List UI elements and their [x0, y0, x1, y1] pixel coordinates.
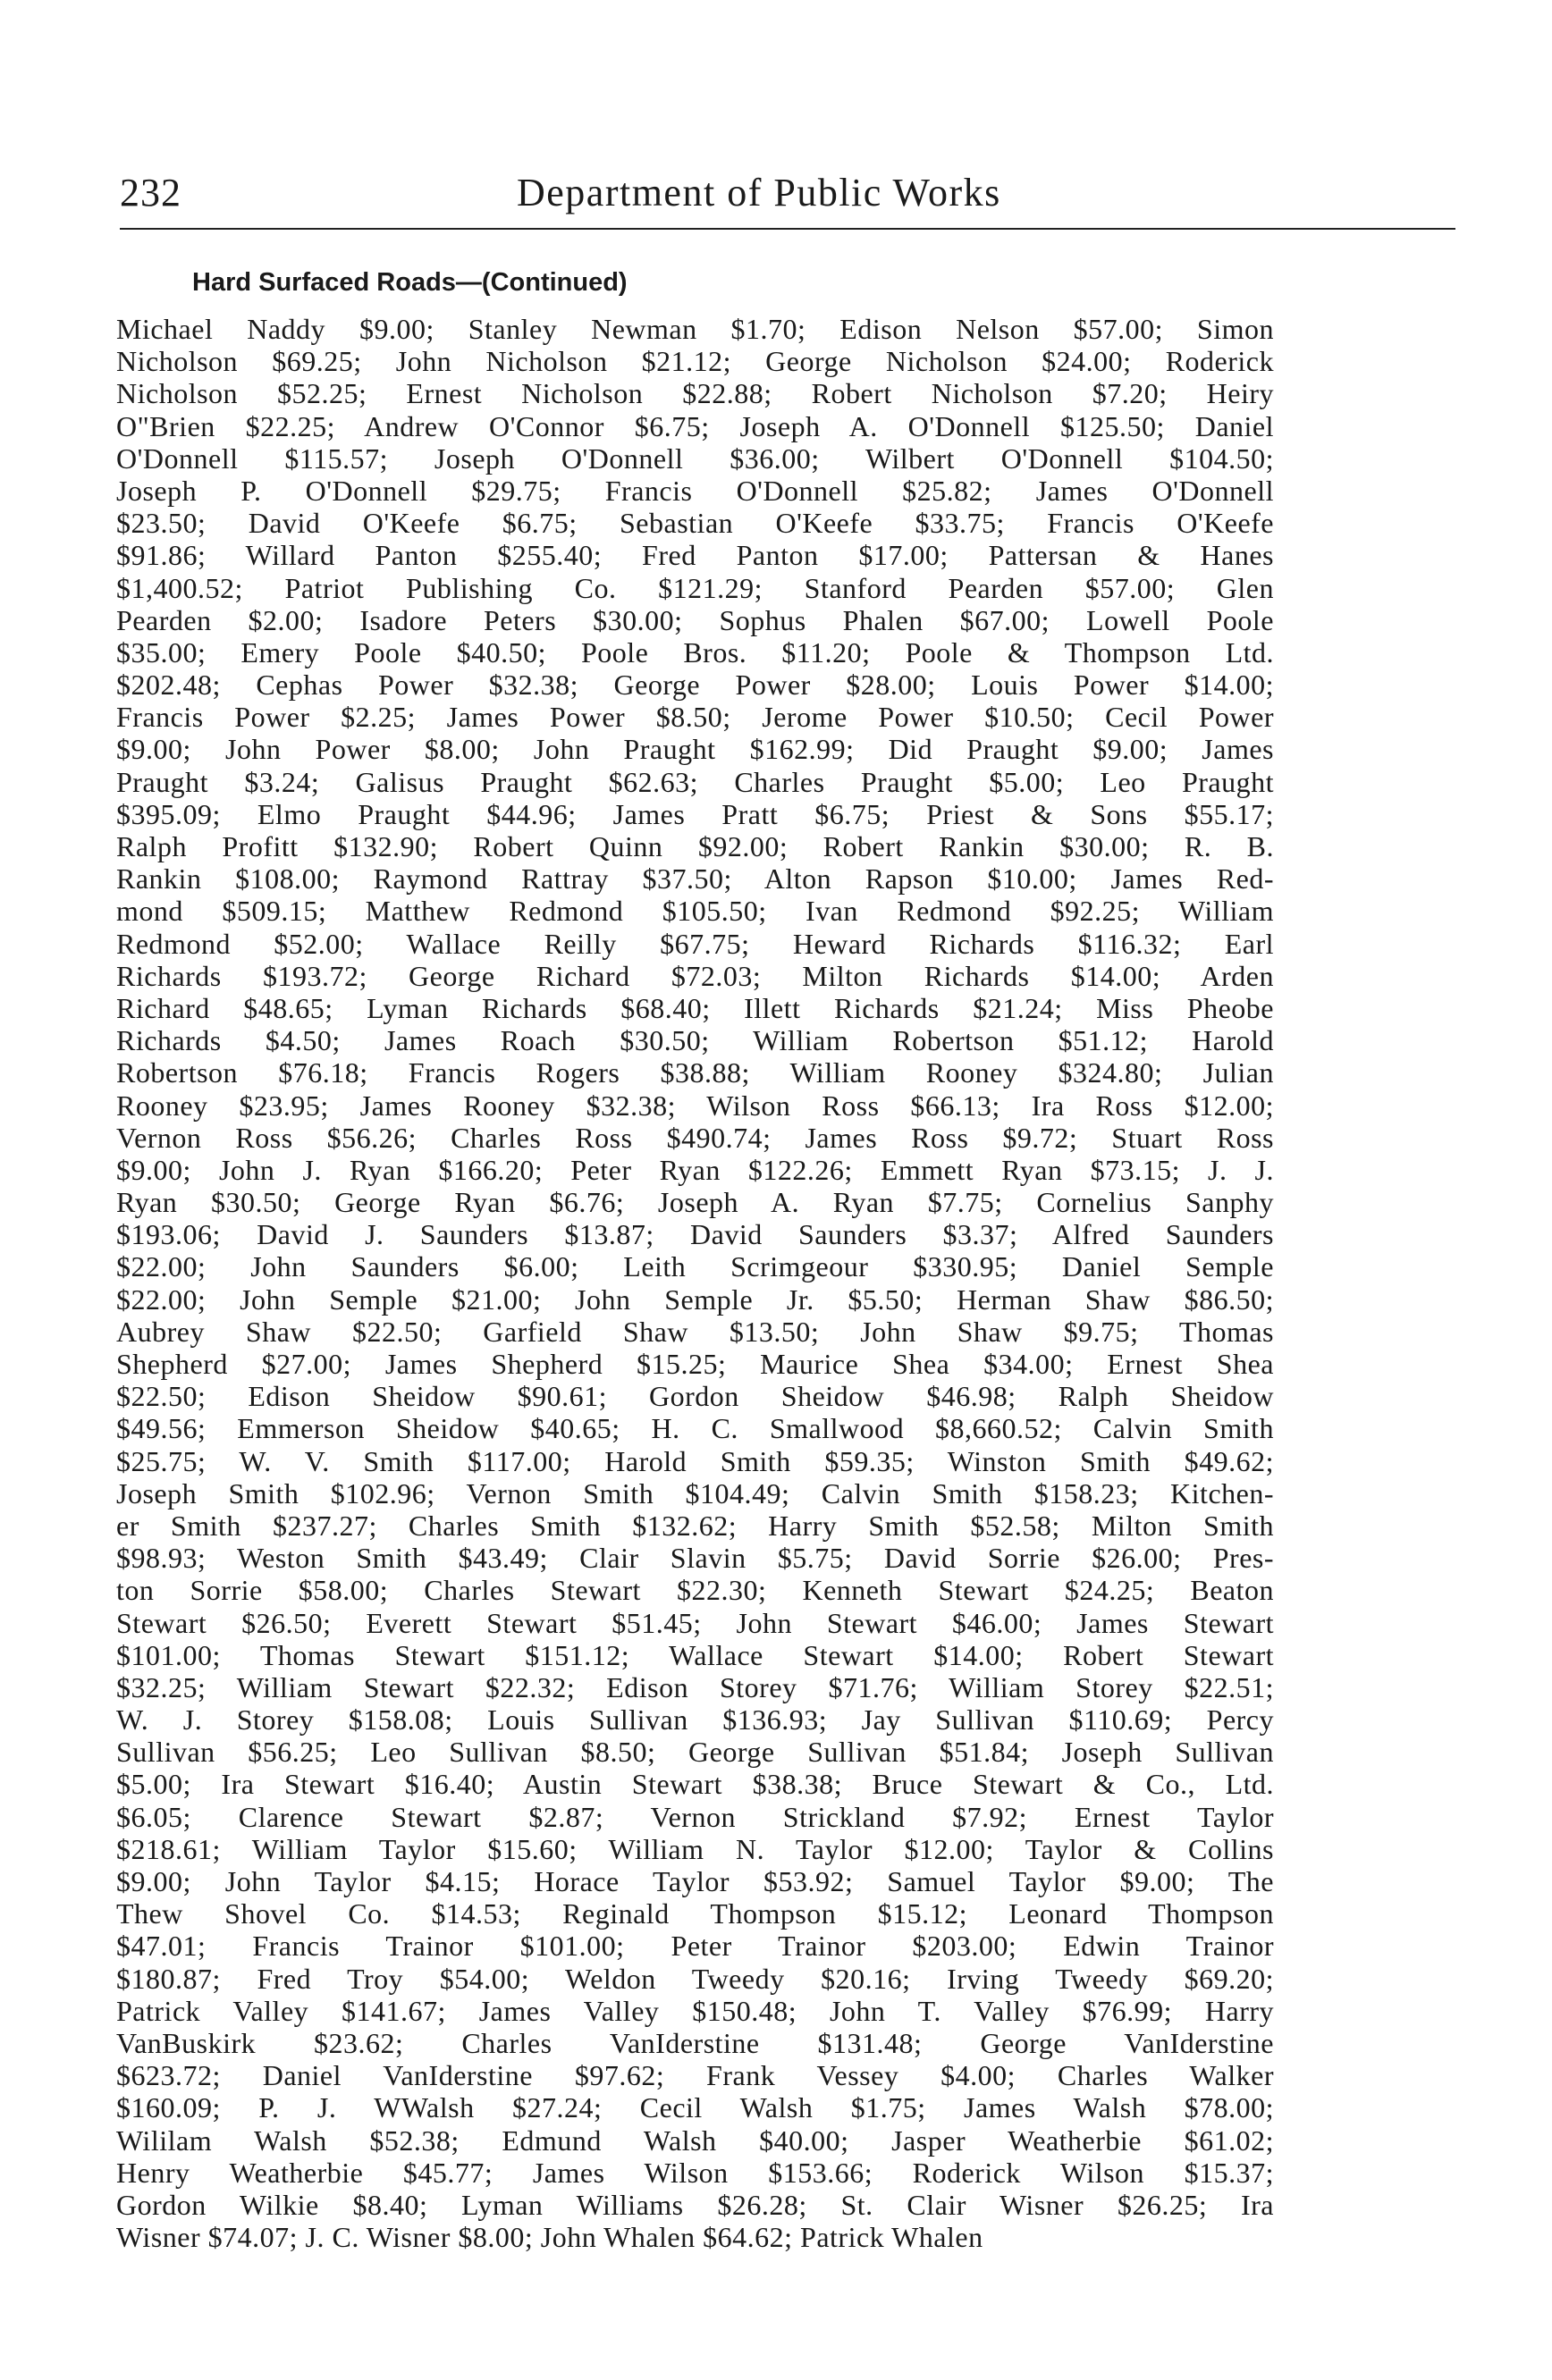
text-line: Wililam Walsh $52.38; Edmund Walsh $40.00; Jasper Weatherbie $61.02; — [116, 2123, 1274, 2157]
text-line: Sullivan $56.25; Leo Sullivan $8.50; George Sullivan $51.84; Joseph Sullivan — [116, 1736, 1274, 1769]
text-line: $91.86; Willard Panton $255.40; Fred Panton $17.00; Pattersan & Hanes — [116, 539, 1274, 572]
text-line: Rooney $23.95; James Rooney $32.38; Wilson Ross $66.13; Ira Ross $12.00; — [116, 1089, 1274, 1122]
page-header — [120, 170, 1273, 223]
text-line: Robertson $76.18; Francis Rogers $38.88; William Rooney $324.80; Julian — [116, 1056, 1274, 1089]
text-line: Wisner $74.07; J. C. Wisner $8.00; John Whalen $64.62; Patrick Whalen — [116, 2221, 983, 2254]
text-line: er Smith $237.27; Charles Smith $132.62; Harry Smith $52.58; Milton Smith — [116, 1509, 1274, 1542]
text-line: Rankin $108.00; Raymond Rattray $37.50; Alton Rapson $10.00; James Red- — [116, 862, 1274, 896]
text-line: $47.01; Francis Trainor $101.00; Peter Trainor $203.00; Edwin Trainor — [116, 1930, 1274, 1963]
text-line: ton Sorrie $58.00; Charles Stewart $22.30; Kenneth Stewart $24.25; Beaton — [116, 1574, 1274, 1607]
text-line: $22.00; John Semple $21.00; John Semple Jr. $5.50; Herman Shaw $86.50; — [116, 1283, 1274, 1316]
text-line: mond $509.15; Matthew Redmond $105.50; Ivan Redmond $92.25; William — [116, 895, 1274, 928]
text-line: $6.05; Clarence Stewart $2.87; Vernon Strickland $7.92; Ernest Taylor — [116, 1800, 1274, 1833]
text-line: $35.00; Emery Poole $40.50; Poole Bros. $11.20; Poole & Thompson Ltd. — [116, 635, 1274, 669]
text-line: $202.48; Cephas Power $32.38; George Power $28.00; Louis Power $14.00; — [116, 669, 1274, 702]
text-line: $23.50; David O'Keefe $6.75; Sebastian O'Keefe $33.75; Francis O'Keefe — [116, 507, 1274, 540]
text-line: O"Brien $22.25; Andrew O'Connor $6.75; Joseph A. O'Donnell $125.50; Daniel — [116, 409, 1274, 442]
text-line: $32.25; William Stewart $22.32; Edison Storey $71.76; William Storey $22.51; — [116, 1670, 1274, 1703]
text-line: $395.09; Elmo Praught $44.96; James Pratt $6.75; Priest & Sons $55.17; — [116, 797, 1274, 830]
text-line: $9.00; John Taylor $4.15; Horace Taylor $53.92; Samuel Taylor $9.00; The — [116, 1865, 1274, 1897]
text-line: Nicholson $69.25; John Nicholson $21.12; George Nicholson $24.00; Roderick — [116, 345, 1274, 378]
text-line: Ralph Profitt $132.90; Robert Quinn $92.00; Robert Rankin $30.00; R. B. — [116, 830, 1274, 862]
text-line: Joseph Smith $102.96; Vernon Smith $104.49; Calvin Smith $158.23; Kitchen- — [116, 1476, 1274, 1510]
text-line: $25.75; W. V. Smith $117.00; Harold Smith $59.35; Winston Smith $49.62; — [116, 1444, 1274, 1477]
text-line: W. J. Storey $158.08; Louis Sullivan $136.93; Jay Sullivan $110.69; Percy — [116, 1703, 1274, 1737]
text-line: O'Donnell $115.57; Joseph O'Donnell $36.00; Wilbert O'Donnell $104.50; — [116, 442, 1274, 475]
text-line: $9.00; John Power $8.00; John Praught $162.99; Did Praught $9.00; James — [116, 733, 1274, 766]
text-line: Francis Power $2.25; James Power $8.50; Jerome Power $10.50; Cecil Power — [116, 701, 1274, 734]
section-heading: Hard Surfaced Roads—(Continued) — [192, 268, 628, 297]
text-line: Patrick Valley $141.67; James Valley $150.48; John T. Valley $76.99; Harry — [116, 1994, 1274, 2027]
text-line: $22.50; Edison Sheidow $90.61; Gordon Sheidow $46.98; Ralph Sheidow — [116, 1380, 1274, 1413]
text-line: $9.00; John J. Ryan $166.20; Peter Ryan $122.26; Emmett Ryan $73.15; J. J. — [116, 1153, 1274, 1186]
text-line: $98.93; Weston Smith $43.49; Clair Slavin $5.75; David Sorrie $26.00; Pres- — [116, 1542, 1274, 1575]
text-line: $5.00; Ira Stewart $16.40; Austin Stewart $38.38; Bruce Stewart & Co., Ltd. — [116, 1768, 1274, 1801]
text-line: $49.56; Emmerson Sheidow $40.65; H. C. Smallwood $8,660.52; Calvin Smith — [116, 1412, 1274, 1445]
text-line: $193.06; David J. Saunders $13.87; David Saunders $3.37; Alfred Saunders — [116, 1218, 1274, 1251]
text-line: Richards $4.50; James Roach $30.50; William Robertson $51.12; Harold — [116, 1024, 1274, 1057]
header-rule — [120, 228, 1455, 230]
body-text — [116, 313, 1274, 2253]
text-line: $1,400.52; Patriot Publishing Co. $121.29; Stanford Pearden $57.00; Glen — [116, 571, 1274, 604]
text-line: Vernon Ross $56.26; Charles Ross $490.74; James Ross $9.72; Stuart Ross — [116, 1121, 1274, 1154]
text-line: $101.00; Thomas Stewart $151.12; Wallace Stewart $14.00; Robert Stewart — [116, 1638, 1274, 1671]
text-line: Gordon Wilkie $8.40; Lyman Williams $26.28; St. Clair Wisner $26.25; Ira — [116, 2188, 1274, 2221]
running-title: Department of Public Works — [517, 171, 1001, 214]
text-line: VanBuskirk $23.62; Charles VanIderstine $131.48; George VanIderstine — [116, 2026, 1274, 2059]
text-line: Ryan $30.50; George Ryan $6.76; Joseph A. Ryan $7.75; Cornelius Sanphy — [116, 1186, 1274, 1219]
text-line: Aubrey Shaw $22.50; Garfield Shaw $13.50; John Shaw $9.75; Thomas — [116, 1315, 1274, 1348]
text-line: $180.87; Fred Troy $54.00; Weldon Tweedy $20.16; Irving Tweedy $69.20; — [116, 1962, 1274, 1995]
text-line: Redmond $52.00; Wallace Reilly $67.75; Heward Richards $116.32; Earl — [116, 927, 1274, 960]
text-line: Richard $48.65; Lyman Richards $68.40; Illett Richards $21.24; Miss Pheobe — [116, 991, 1274, 1024]
text-line: Michael Naddy $9.00; Stanley Newman $1.70; Edison Nelson $57.00; Simon — [116, 313, 1274, 345]
text-line: Shepherd $27.00; James Shepherd $15.25; Maurice Shea $34.00; Ernest Shea — [116, 1348, 1274, 1380]
text-line: $160.09; P. J. WWalsh $27.24; Cecil Walsh $1.75; James Walsh $78.00; — [116, 2091, 1274, 2124]
text-line: $22.00; John Saunders $6.00; Leith Scrimgeour $330.95; Daniel Semple — [116, 1250, 1274, 1283]
text-line: Thew Shovel Co. $14.53; Reginald Thompson $15.12; Leonard Thompson — [116, 1897, 1274, 1930]
page-number: 232 — [120, 171, 181, 214]
text-line: Richards $193.72; George Richard $72.03; Milton Richards $14.00; Arden — [116, 959, 1274, 992]
text-line: Pearden $2.00; Isadore Peters $30.00; Sophus Phalen $67.00; Lowell Poole — [116, 603, 1274, 636]
text-line: Henry Weatherbie $45.77; James Wilson $153.66; Roderick Wilson $15.37; — [116, 2156, 1274, 2189]
text-line: $623.72; Daniel VanIderstine $97.62; Frank Vessey $4.00; Charles Walker — [116, 2059, 1274, 2092]
text-line: Nicholson $52.25; Ernest Nicholson $22.88; Robert Nicholson $7.20; Heiry — [116, 377, 1274, 410]
text-line: Joseph P. O'Donnell $29.75; Francis O'Donnell $25.82; James O'Donnell — [116, 474, 1274, 507]
text-line: Praught $3.24; Galisus Praught $62.63; Charles Praught $5.00; Leo Praught — [116, 765, 1274, 798]
text-line: $218.61; William Taylor $15.60; William N. Taylor $12.00; Taylor & Collins — [116, 1832, 1274, 1865]
text-line: Stewart $26.50; Everett Stewart $51.45; John Stewart $46.00; James Stewart — [116, 1606, 1274, 1639]
